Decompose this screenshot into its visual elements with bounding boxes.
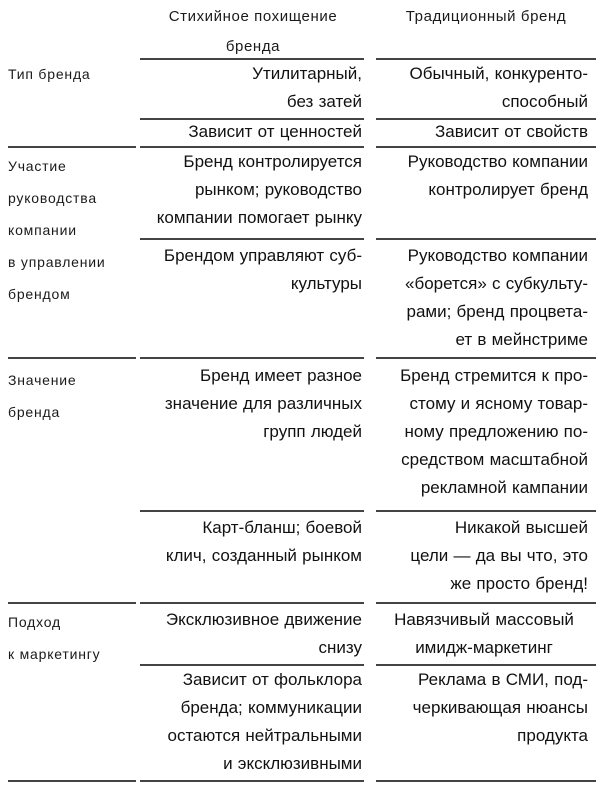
header-line: Стихийное похищение [168,8,338,25]
text-line: стому и ясному товар- [409,394,588,413]
text-line: контролирует бренд [428,180,588,199]
cell-brand-type-spontaneous-2: Зависит от ценностей [188,122,362,141]
text-line: средством масштабной [401,450,588,469]
text-line: бренда; коммуникации [180,698,362,717]
text-line: «борется» с субкульту- [405,274,588,293]
text-line: культуры [290,274,362,293]
cell-management-spontaneous-2 [140,242,362,298]
text-line: снизу [318,638,362,657]
text-line: Брендом управляют суб- [163,246,362,265]
divider [8,146,136,148]
text-line: клич, созданный рынком [165,546,362,565]
text-line: Утилитарный, [252,64,362,83]
text-line: Подход [8,614,62,630]
text-line: бренда [8,404,61,420]
row-label-brand-meaning [8,364,134,428]
text-line: и эксклюзивными [223,754,362,773]
text-line: компании [8,222,77,238]
text-line: продукта [517,726,588,745]
text-line: Реклама в СМИ, под- [418,670,588,689]
text-line: ет в мейнстриме [455,330,588,349]
text-line: без затей [286,92,362,111]
row-label-brand-type: Тип бренда [8,66,91,82]
text-line: Обычный, конкуренто- [409,64,588,83]
row-label-marketing-approach [8,606,134,670]
divider [8,357,136,359]
divider [140,238,364,240]
text-line: ному предложению по- [404,422,588,441]
cell-meaning-traditional-2 [380,514,588,598]
cell-meaning-traditional-1 [380,362,588,502]
text-line: цели — да вы что, это [410,546,588,565]
divider [8,602,136,604]
text-line: Эксклюзивное движение [165,610,362,629]
text-line: в управлении [8,254,106,270]
cell-marketing-traditional-1 [380,606,588,662]
cell-management-spontaneous-1 [140,148,362,232]
text-line: Бренд стремится к про- [400,366,588,385]
divider [140,357,364,359]
divider [376,238,596,240]
header-line: бренда [225,38,281,55]
text-line: Навязчивый массовый [394,610,574,629]
text-line: Никакой высшей [454,518,588,537]
text-line: рынком; руководство [194,180,362,199]
text-line: к маркетингу [8,646,101,662]
text-line: Карт-бланш; боевой [202,518,362,537]
divider [140,780,364,782]
text-line: Значение [8,372,77,388]
cell-brand-type-traditional-2: Зависит от свойств [435,122,588,141]
column-header-traditional-brand: Традиционный бренд [405,8,567,25]
cell-marketing-spontaneous-1 [140,606,362,662]
text-line: черкивающая нюансы [412,698,588,717]
text-line: руководства [8,190,97,206]
text-line: остаются нейтральными [167,726,362,745]
divider [376,357,596,359]
text-line: же просто бренд! [450,574,588,593]
cell-marketing-spontaneous-2 [140,666,362,778]
cell-management-traditional-2 [380,242,588,354]
text-line: рекламной кампании [420,478,588,497]
cell-management-traditional-1 [380,148,588,204]
text-line: значение для различных [164,394,362,413]
text-line: имидж-маркетинг [415,638,553,657]
text-line: рами; бренд процвета- [406,302,588,321]
text-line: Бренд имеет разное [200,366,362,385]
divider [376,602,596,604]
text-line: Бренд контролируется [183,152,362,171]
text-line: Зависит от фольклора [182,670,362,689]
divider [376,780,596,782]
divider [376,510,596,512]
cell-marketing-traditional-2 [380,666,588,750]
text-line: компании помогает рынку [156,208,362,227]
cell-meaning-spontaneous-2 [140,514,362,570]
text-line: групп людей [263,422,362,441]
divider [8,780,136,782]
text-line: Участие [8,158,67,174]
row-label-management-participation [8,150,134,310]
text-line: Руководство компании [407,152,588,171]
text-line: брендом [8,286,71,302]
text-line: способный [501,92,588,111]
text-line: Руководство компании [407,246,588,265]
divider [140,602,364,604]
cell-meaning-spontaneous-1 [140,362,362,446]
divider [140,510,364,512]
cell-brand-type-spontaneous-1 [140,60,362,116]
cell-brand-type-traditional-1 [380,60,588,116]
column-header-spontaneous-brand-theft [140,2,366,62]
